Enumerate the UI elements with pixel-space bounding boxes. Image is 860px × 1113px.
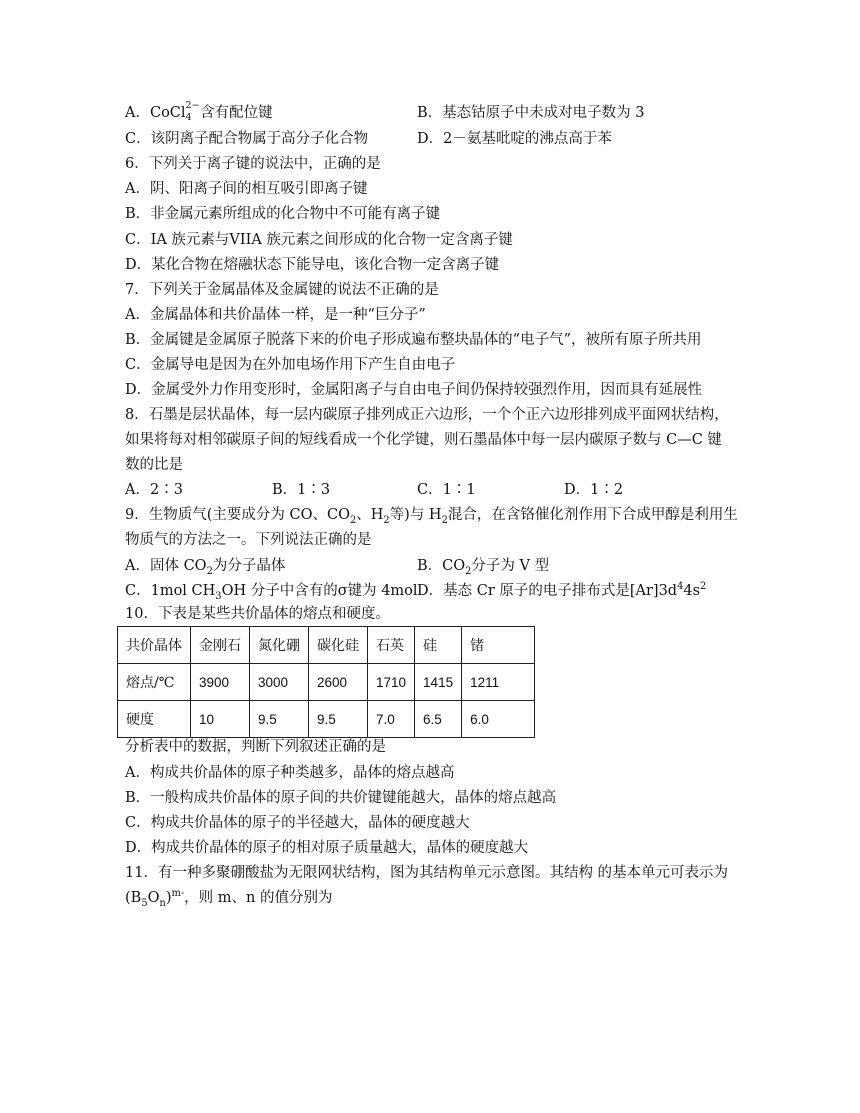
table-cell: 9.5 (309, 701, 368, 738)
q9-option-b-part: 分子为 V 型 (471, 558, 550, 574)
q9-option-d-part: D．基态 Cr 原子的电子排布式是[Ar]3d (417, 583, 678, 599)
q11-formula-part: ) (165, 890, 172, 906)
q5-option-b: B．基态钴原子中未成对电子数为 3 (417, 105, 645, 121)
q7-option-d: D．金属受外力作用变形时，金属阳离子与自由电子间仍保持较强烈作用，因而具有延展性 (125, 382, 703, 398)
q9-sub: 2 (465, 565, 472, 577)
table-header-cell: 石英 (368, 627, 415, 664)
q9-option-a (125, 556, 285, 576)
table-cell: 硬度 (118, 701, 191, 738)
table-header-cell: 金刚石 (191, 627, 250, 664)
q7-stem: 7．下列关于金属晶体及金属键的说法不正确的是 (125, 282, 439, 298)
q10-analysis: 分析表中的数据，判断下列叙述正确的是 (125, 739, 386, 755)
table-row (118, 664, 535, 701)
q8-option-c: C．1∶1 (417, 482, 476, 498)
q11-sub: n (159, 897, 166, 909)
q8-option-a: A．2∶3 (125, 482, 183, 498)
table-header-cell: 硅 (415, 627, 462, 664)
q9-sub: 3 (215, 590, 222, 602)
q5-option-a-sub: 4 (185, 112, 192, 123)
table-header-cell: 氮化硼 (250, 627, 309, 664)
q8-stem-line1: 8．石墨是层状晶体，每一层内碳原子排列成正六边形，一个个正六边形排列成平面网状结构， (125, 407, 729, 423)
q6-option-a: A．阴、阳离子间的相互吸引即离子键 (125, 181, 368, 197)
q9-sub: 2 (349, 514, 357, 526)
q9-option-a-part: 为分子晶体 (212, 558, 286, 574)
q9-option-c-part: OH 分子中含有的σ键为 4mol (221, 583, 418, 599)
q11-sup: m- (171, 888, 185, 900)
q9-sub: 2 (441, 514, 448, 526)
q9-option-b-part: B．CO (417, 558, 466, 574)
q10-option-b: B．一般构成共价晶体的原子间的共价键键能越大，晶体的熔点越高 (125, 790, 557, 806)
table-cell: 3900 (191, 664, 250, 701)
q9-option-c (125, 581, 418, 601)
q9-stem-line1 (125, 505, 738, 525)
q10-option-a: A．构成共价晶体的原子种类越多，晶体的熔点越高 (125, 765, 455, 781)
q11-formula-part: ，则 m、n 的值分别为 (184, 890, 333, 906)
q9-option-b (417, 556, 549, 576)
table-header-cell: 锗 (462, 627, 535, 664)
q9-sub: 2 (206, 565, 213, 577)
table-cell: 7.0 (368, 701, 415, 738)
q9-stem-line2: 物质气的方法之一。下列说法正确的是 (125, 532, 372, 548)
q7-option-c: C．金属导电是因为在外加电场作用下产生自由电子 (125, 357, 456, 373)
q9-stem-part: 、H (356, 507, 384, 523)
q11-formula-part: O (147, 890, 160, 906)
table-cell: 1415 (415, 664, 462, 701)
q5-option-d: D．2－氨基吡啶的沸点高于苯 (417, 131, 612, 147)
q8-stem-line3: 数的比是 (125, 457, 183, 473)
q6-option-d: D．某化合物在熔融状态下能导电，该化合物一定含离子键 (125, 257, 500, 273)
q9-stem-part: 等)与 H (389, 507, 442, 523)
q9-option-c-part: C．1mol CH (125, 583, 216, 599)
table-cell: 10 (191, 701, 250, 738)
q9-sup: 2 (700, 581, 707, 593)
table-cell: 9.5 (250, 701, 309, 738)
q5-option-c: C．该阴离子配合物属于高分子化合物 (125, 131, 369, 147)
q11-sub: 5 (141, 897, 148, 909)
table-header-cell: 碳化硅 (309, 627, 368, 664)
q10-stem: 10．下表是某些共价晶体的熔点和硬度。 (125, 606, 390, 622)
q5-option-a-label: A．CoCl (125, 105, 186, 121)
q10-option-c: C．构成共价晶体的原子的半径越大，晶体的硬度越大 (125, 815, 470, 831)
q6-option-b: B．非金属元素所组成的化合物中不可能有离子键 (125, 206, 441, 222)
q9-stem-part: 混合，在含铬催化剂作用下合成甲醇是利用生 (447, 507, 738, 523)
q9-stem-part: 9．生物质气(主要成分为 CO、CO (125, 507, 350, 523)
q9-option-d (417, 581, 706, 601)
q11-stem-line1: 11．有一种多聚硼酸盐为无限网状结构，图为其结构单元示意图。其结构 的基本单元可表示为 (125, 865, 729, 881)
q11-formula-part: (B (125, 890, 142, 906)
table-cell: 6.5 (415, 701, 462, 738)
table-cell: 1211 (462, 664, 535, 701)
q9-option-d-part: 4s (683, 583, 701, 599)
table-header-cell: 共价晶体 (118, 627, 191, 664)
q9-option-a-part: A．固体 CO (125, 558, 207, 574)
table-cell: 熔点/℃ (118, 664, 191, 701)
q6-stem: 6．下列关于离子键的说法中，正确的是 (125, 156, 381, 172)
table-row (118, 701, 535, 738)
q6-option-c: C．IA 族元素与VIIA 族元素之间形成的化合物一定含离子键 (125, 232, 513, 248)
q11-stem-line2 (125, 888, 332, 908)
q8-option-b: B．1∶3 (272, 482, 331, 498)
q5-option-a-sup: 2− (185, 100, 200, 111)
q9-sup: 4 (677, 581, 684, 593)
q9-sub: 2 (383, 514, 390, 526)
q5-option-a (125, 100, 273, 123)
q10-option-d: D．构成共价晶体的原子的相对原子质量越大，晶体的硬度越大 (125, 840, 529, 856)
q8-stem-line2: 如果将每对相邻碳原子间的短线看成一个化学键，则石墨晶体中每一层内碳原子数与 C—C 键 (125, 432, 722, 448)
q5-option-a-charge (185, 100, 200, 123)
table-header-row (118, 627, 535, 664)
table-cell: 1710 (368, 664, 415, 701)
table-cell: 2600 (309, 664, 368, 701)
q5-option-a-tail: 含有配位键 (195, 105, 273, 121)
table-cell: 3000 (250, 664, 309, 701)
q8-option-d: D．1∶2 (564, 482, 624, 498)
q7-option-b: B．金属键是金属原子脱落下来的价电子形成遍布整块晶体的“电子气”，被所有原子所共用 (125, 332, 702, 348)
q7-option-a: A．金属晶体和共价晶体一样，是一种“巨分子” (125, 307, 426, 323)
crystal-data-table (117, 626, 535, 738)
table-cell: 6.0 (462, 701, 535, 738)
